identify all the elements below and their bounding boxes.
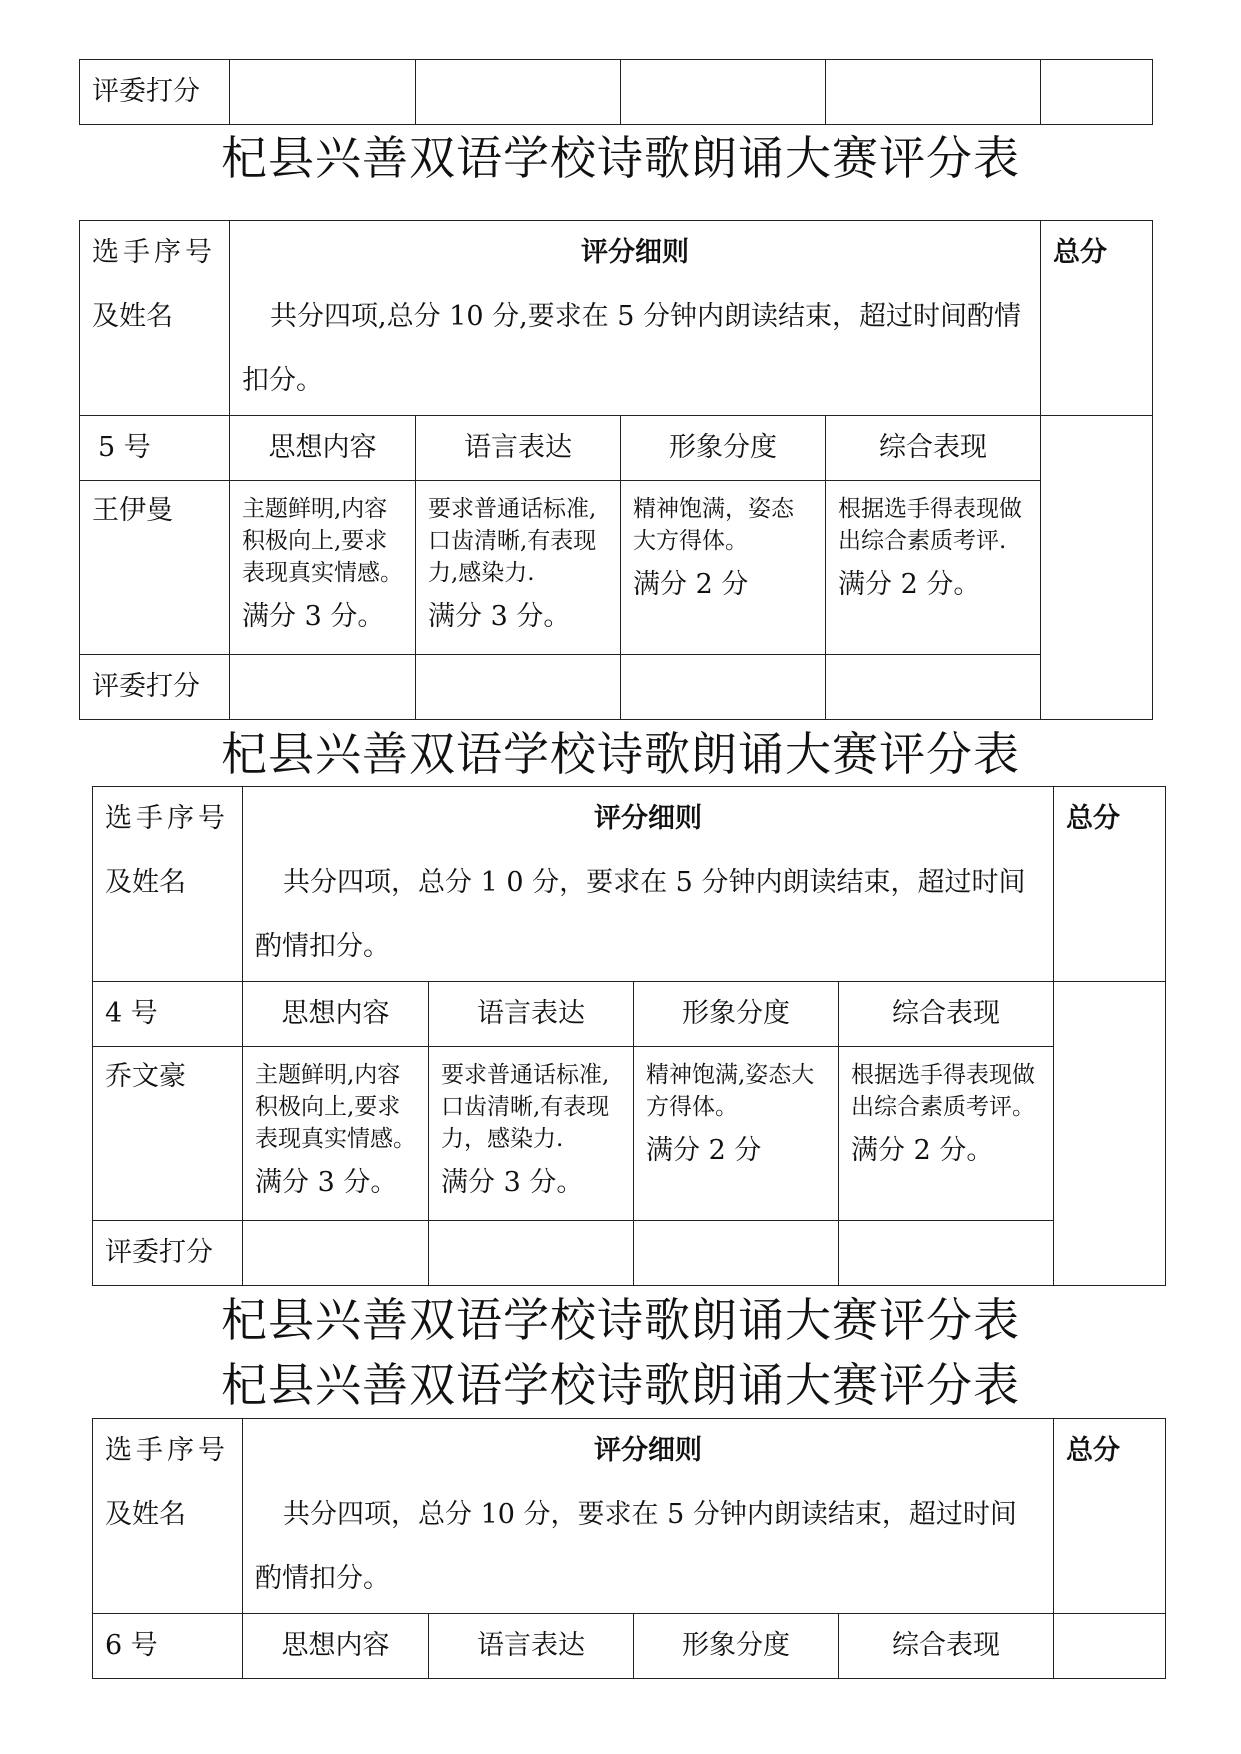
judge-score-cell[interactable] (230, 655, 416, 720)
contestant-label (80, 221, 230, 416)
judge-score-cell[interactable] (621, 655, 826, 720)
contestant-label-line2: 及姓名 (105, 867, 186, 898)
contestant-name: 乔文豪 (93, 1047, 243, 1221)
contestant-number: 5 号 (80, 416, 230, 481)
criteria-max: 满分 2 分。 (838, 569, 981, 600)
criteria-text: 主题鲜明,内容积极向上,要求表现真实情感。 (242, 496, 403, 586)
judge-score-cell[interactable] (416, 655, 621, 720)
category-header: 语言表达 (416, 416, 621, 481)
judge-score-cell[interactable] (243, 1221, 429, 1286)
total-score-cell[interactable] (1054, 1614, 1166, 1679)
rules-heading: 评分细则 (594, 803, 702, 834)
judge-score-cell[interactable] (429, 1221, 634, 1286)
form-title: 杞县兴善双语学校诗歌朗诵大赛评分表 (221, 727, 1020, 781)
criteria-text: 要求普通话标准,口齿清晰,有表现力,感染力. (428, 496, 597, 586)
score-form-1 (79, 220, 1153, 720)
criteria-max: 满分 3 分。 (255, 1167, 398, 1198)
category-header: 思想内容 (230, 416, 416, 481)
rules-text: 共分四项，总分 10 分，要求在 5 分钟内朗读结束，超过时间酌情扣分。 (255, 1499, 1017, 1594)
total-label: 总分 (1054, 787, 1166, 982)
total-label: 总分 (1054, 1419, 1166, 1614)
criteria-cell (634, 1047, 839, 1221)
criteria-max: 满分 3 分。 (441, 1167, 584, 1198)
criteria-cell (243, 1047, 429, 1221)
category-header: 形象分度 (634, 982, 839, 1047)
contestant-number: 4 号 (93, 982, 243, 1047)
rules-cell (243, 1419, 1054, 1614)
rules-heading: 评分细则 (594, 1435, 702, 1466)
total-score-cell[interactable] (1041, 60, 1153, 125)
contestant-label (93, 1419, 243, 1614)
form-title: 杞县兴善双语学校诗歌朗诵大赛评分表 (221, 1293, 1020, 1347)
form-title: 杞县兴善双语学校诗歌朗诵大赛评分表 (221, 131, 1020, 185)
judge-score-cell[interactable] (826, 655, 1041, 720)
judge-score-cell[interactable] (230, 60, 416, 125)
judge-score-cell[interactable] (634, 1221, 839, 1286)
category-header: 语言表达 (429, 982, 634, 1047)
contestant-label-line2: 及姓名 (105, 1499, 186, 1530)
contestant-label (93, 787, 243, 982)
rules-text: 共分四项，总分 1 0 分，要求在 5 分钟内朗读结束，超过时间酌情扣分。 (255, 867, 1026, 962)
total-label: 总分 (1041, 221, 1153, 416)
score-form-3 (92, 1418, 1166, 1679)
criteria-max: 满分 2 分 (646, 1135, 762, 1166)
category-header: 形象分度 (634, 1614, 839, 1679)
rules-cell (230, 221, 1041, 416)
contestant-name: 王伊曼 (80, 481, 230, 655)
rules-text: 共分四项,总分 10 分,要求在 5 分钟内朗读结束，超过时间酌情扣分。 (242, 301, 1022, 396)
form-title: 杞县兴善双语学校诗歌朗诵大赛评分表 (221, 1358, 1020, 1412)
contestant-label-line1: 选手序号 (92, 237, 216, 268)
judge-score-cell[interactable] (839, 1221, 1054, 1286)
judge-score-label: 评委打分 (80, 60, 230, 125)
criteria-max: 满分 3 分。 (242, 601, 385, 632)
criteria-cell (416, 481, 621, 655)
judge-score-cell[interactable] (826, 60, 1041, 125)
rules-cell (243, 787, 1054, 982)
contestant-label-line2: 及姓名 (92, 301, 173, 332)
criteria-text: 要求普通话标准,口齿清晰,有表现力，感染力. (441, 1062, 610, 1152)
criteria-cell (826, 481, 1041, 655)
category-header: 语言表达 (429, 1614, 634, 1679)
criteria-text: 根据选手得表现做出综合素质考评. (838, 496, 1022, 554)
judge-score-cell[interactable] (416, 60, 621, 125)
category-header: 综合表现 (826, 416, 1041, 481)
judge-score-cell[interactable] (621, 60, 826, 125)
criteria-cell (621, 481, 826, 655)
category-header: 思想内容 (243, 1614, 429, 1679)
category-header: 形象分度 (621, 416, 826, 481)
criteria-max: 满分 3 分。 (428, 601, 571, 632)
criteria-text: 根据选手得表现做出综合素质考评。 (851, 1062, 1035, 1120)
category-header: 思想内容 (243, 982, 429, 1047)
rules-heading: 评分细则 (581, 237, 690, 268)
total-score-cell[interactable] (1054, 982, 1166, 1286)
criteria-text: 精神饱满，姿态大方得体。 (633, 496, 794, 554)
judge-score-label: 评委打分 (93, 1221, 243, 1286)
criteria-cell (429, 1047, 634, 1221)
judge-score-label: 评委打分 (80, 655, 230, 720)
contestant-number: 6 号 (93, 1614, 243, 1679)
criteria-cell (839, 1047, 1054, 1221)
top-fragment-table (79, 59, 1153, 125)
criteria-text: 精神饱满,姿态大方得体。 (646, 1062, 815, 1120)
contestant-label-line1: 选手序号 (105, 803, 229, 834)
category-header: 综合表现 (839, 982, 1054, 1047)
criteria-cell (230, 481, 416, 655)
criteria-text: 主题鲜明,内容积极向上,要求表现真实情感。 (255, 1062, 416, 1152)
criteria-max: 满分 2 分。 (851, 1135, 994, 1166)
contestant-label-line1: 选手序号 (105, 1435, 229, 1466)
total-score-cell[interactable] (1041, 416, 1153, 720)
criteria-max: 满分 2 分 (633, 569, 749, 600)
score-form-2 (92, 786, 1166, 1286)
category-header: 综合表现 (839, 1614, 1054, 1679)
